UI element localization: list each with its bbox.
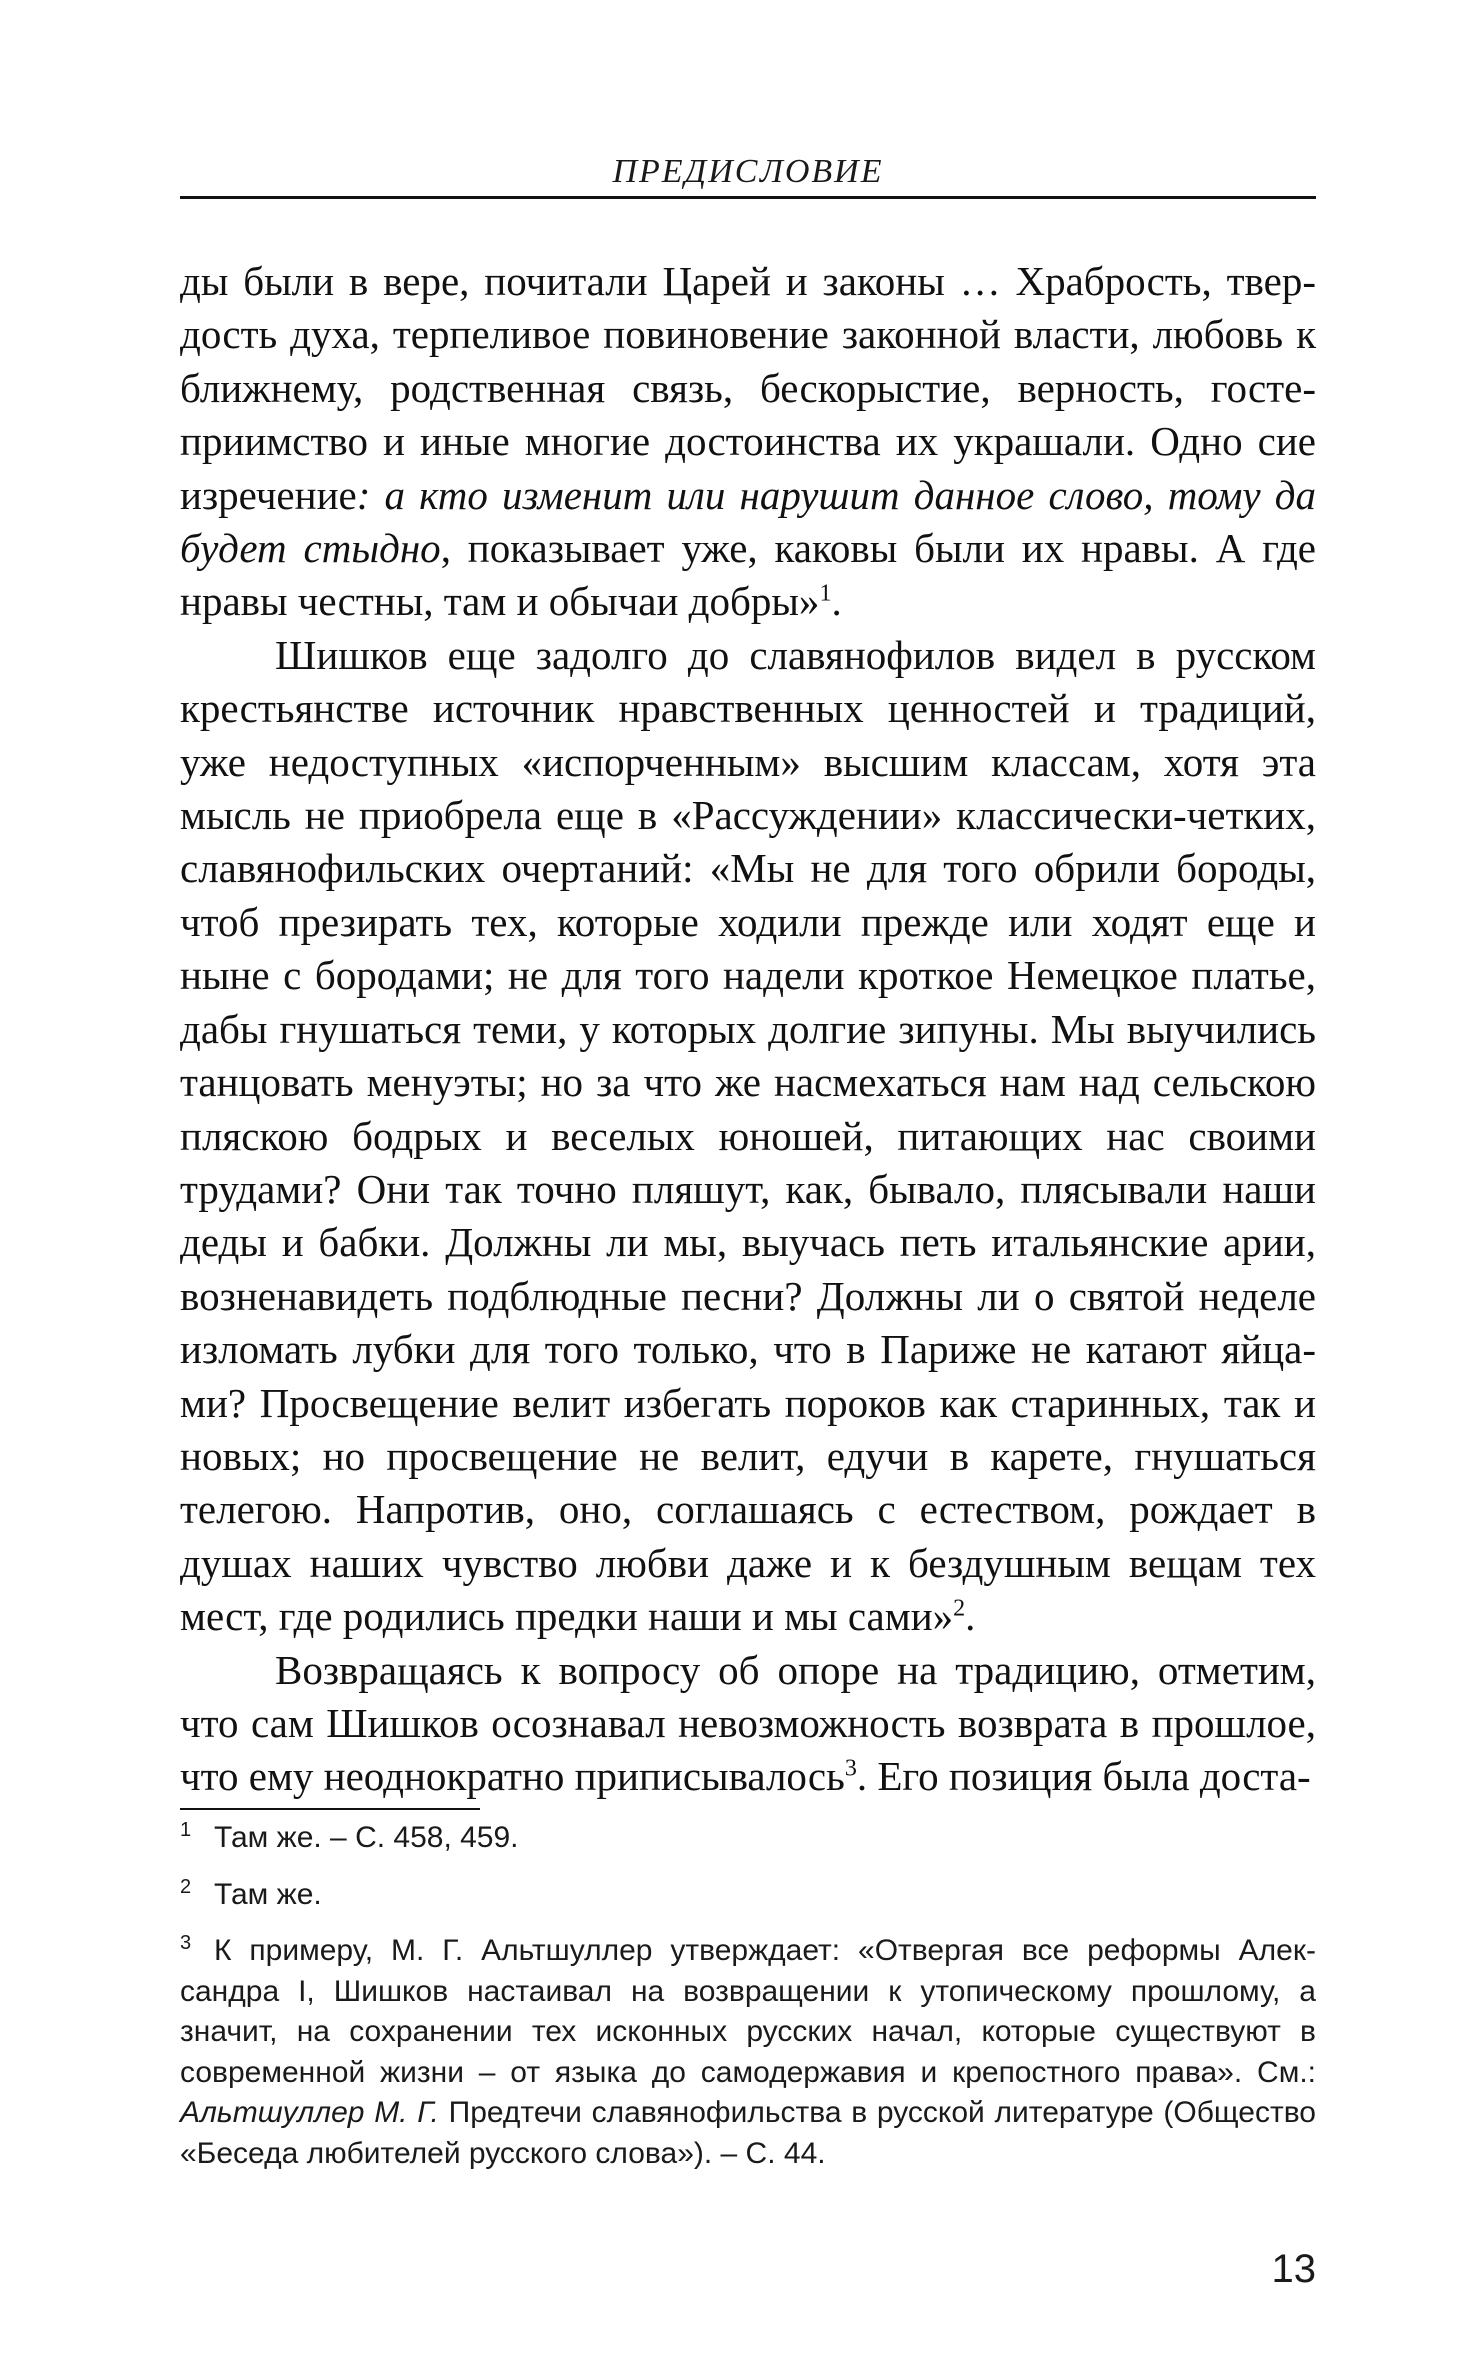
footnote-ref-2[interactable]: 2 xyxy=(953,1595,966,1622)
footnote-ref-3[interactable]: 3 xyxy=(844,1755,857,1782)
paragraph-1 xyxy=(180,255,1316,629)
paragraph-2 xyxy=(180,629,1316,1644)
footnote-rule xyxy=(180,1808,480,1810)
paragraph-3-text-b: . Его позиция была доста- xyxy=(856,1753,1311,1800)
footnotes xyxy=(180,1818,1316,2190)
paragraph-3-text-a: Возвращаясь к вопросу об опоре на традицию, отметим, что сам Шишков осознавал невозможность возврата в прошлое, что ему неоднократно приписывалось xyxy=(180,1646,1316,1800)
running-header: ПРЕДИСЛОВИЕ xyxy=(612,153,884,190)
footnote-1: 1 Там же. – С. 458, 459. xyxy=(180,1819,519,1854)
paragraph-2-text: Шишков еще задолго до славянофилов видел в русском крестьянстве источник нравственных ценностей и традиций, уже недоступных «испорченным» высшим классам, хотя эта мысль не приобрела еще в «Рассуждении» классически-четких, славянофильских очертаний: «Мы не для того обрили бороды, чтоб презирать тех, которые ходили прежде или ходят еще и ныне с бородами; не для того надели кроткое Немецкое платье, дабы гнушаться теми, у которых долгие зипуны. Мы выучились танцовать менуэты; но за что же насмехаться нам над сельскою пляскою бодрых и веселых юношей, питающих нас своими трудами? Они так точно пляшут, как, бывало, плясывали наши деды и бабки. Должны ли мы, выучась петь итальянские арии, возненавидеть подблюдные песни? Должны ли о святой неделе изломать лубки для того только, что в Париже не катают яйцами? Просвещение велит избегать пороков как старинных, так и новых; но просвещение не велит, едучи в карете, гнушаться телегою. Напротив, оно, соглашаясь с естеством, рождает в душах наших чувство любви даже и к бездушным вещам тех мест, где родились предки наши и мы сами» xyxy=(180,631,1316,1640)
paragraph-3 xyxy=(180,1644,1316,1804)
paragraph-1-quote: : а кто изменит или нарушит данное слово, тому да будет стыдно xyxy=(180,471,1316,572)
page-number: 13 xyxy=(1271,2247,1316,2291)
footnote-author: Альтшуллер М. Г. xyxy=(180,2096,439,2129)
footnote-text: Там же. xyxy=(214,1877,322,1911)
footnote-text-b: Предтечи славянофильства в русской литературе (Общество «Беседа любителей русского слова»). – С. 44. xyxy=(180,2096,1316,2170)
main-text xyxy=(180,255,1316,1804)
footnote-2: 2 Там же. xyxy=(180,1875,322,1911)
paragraph-1-end: . xyxy=(831,578,842,625)
paragraph-1-text-a: ды были в вере, почитали Царей и законы … Храбрость, твердость духа, терпеливое повиновение законной власти, любовь к ближнему, родственная связь, бескорыстие, верность, гостеприимство и иные многие достоинства их украшали. Одно сие изречение xyxy=(180,258,1316,518)
paragraph-1-text-b: , показывает уже, каковы были их нравы. А где нравы честны, там и обычаи добры» xyxy=(180,525,1317,625)
footnote-3: 3 К примеру, М. Г. Альтшуллер утверждает: «Отвергая все реформы Александра I, Шишков настаивал на возвращении к утопическому прошлому, а значит, на сохранении тех исконных русских начал, которые существуют в современной жизни – от языка до самодержавия и крепостного права». См.: Альтшуллер М. Г. Предтечи славянофильства в русской литературе (Общество «Беседа любителей русского слова»). – С. 44. xyxy=(180,1932,1316,2170)
paragraph-2-end: . xyxy=(965,1593,976,1640)
footnote-ref-1[interactable]: 1 xyxy=(819,580,832,607)
footnote-text-a: К примеру, М. Г. Альтшуллер утверждает: «Отвергая все реформы Александра I, Шишков настаивал на возвращении к утопическому прошлому, а значит, на сохранении тех исконных русских начал, которые существуют в современной жизни – от языка до самодержавия и крепостного права». См.: xyxy=(180,1934,1316,2089)
header-rule xyxy=(180,196,1316,199)
footnote-text: Там же. – С. 458, 459. xyxy=(214,1821,519,1854)
